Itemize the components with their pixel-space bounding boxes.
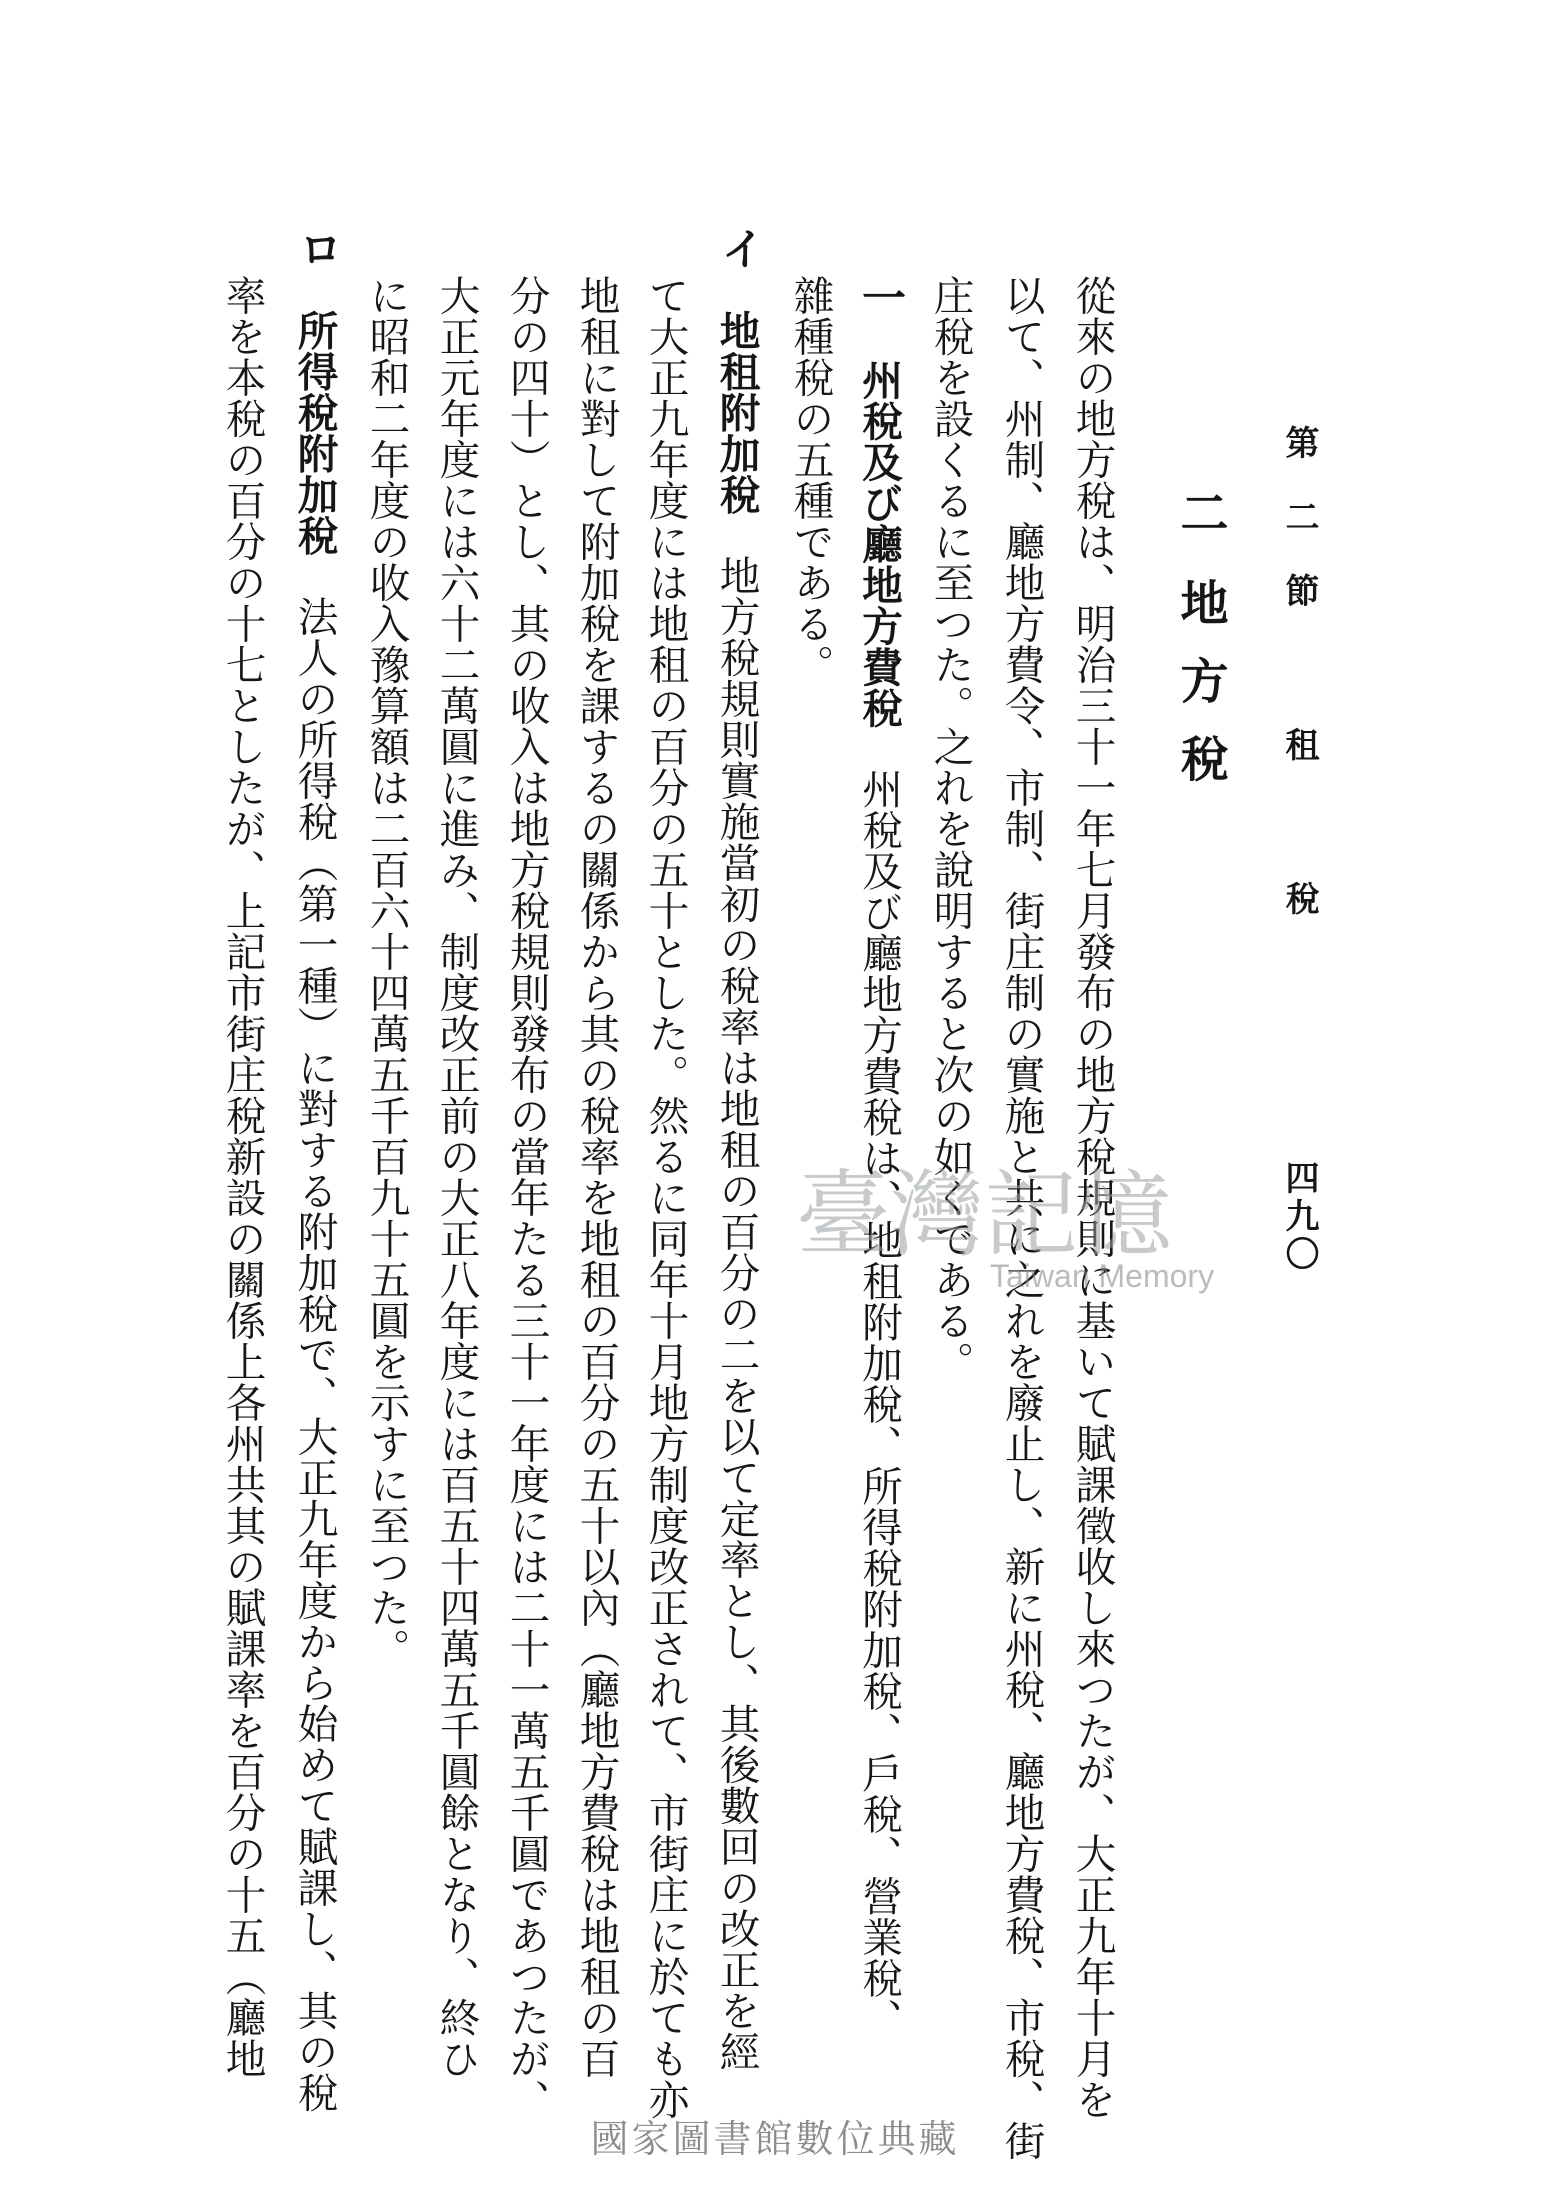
section-title-number: 二 bbox=[1172, 488, 1228, 536]
watermark-main-text: 臺灣記憶 bbox=[796, 1161, 1173, 1270]
section-one-marker: 一 bbox=[854, 275, 905, 320]
section-title bbox=[1172, 488, 1228, 812]
subsection-ro-heading: 所得稅附加稅 bbox=[290, 310, 339, 556]
intro-line-1: 從來の地方稅は、明治三十一年七月發布の地方稅規則に基いて賦課徵收し來つたが、大正九年十月を bbox=[1068, 275, 1117, 2120]
subsection-i-heading: 地租附加稅 bbox=[712, 310, 761, 515]
intro-line-2: 以て、州制、廳地方費令、市制、街庄制の實施と共に之れを廢止し、新に州稅、廳地方費稅、市稅、街 bbox=[997, 275, 1046, 2161]
subsection-i-line-3: 地租に對して附加稅を課するの關係から其の稅率を地租の百分の五十以內（廳地方費稅は地租の百 bbox=[572, 275, 621, 2079]
subsection-i-line-1 bbox=[712, 310, 761, 2072]
running-header-section: 第二節 租 稅 bbox=[1279, 425, 1319, 955]
section-title-text: 地方稅 bbox=[1172, 578, 1228, 812]
subsection-i-text: 地方稅規則實施當初の稅率は地租の百分の二を以て定率とし、其後數回の改正を經 bbox=[712, 554, 761, 2072]
subsection-i-line-6: に昭和二年度の收入豫算額は二百六十四萬五千百九十五圓を示すに至つた。 bbox=[362, 275, 411, 1669]
taiwan-memory-watermark bbox=[790, 1155, 1240, 1295]
watermark-sub-text: Taiwan Memory bbox=[990, 1258, 1215, 1294]
subsection-i-line-4: 分の四十）とし、其の收入は地方稅規則發布の當年たる三十一年度には二十一萬五千圓であつたが、 bbox=[502, 275, 551, 2120]
intro-line-3: 庄稅を設くるに至つた。之れを說明すると次の如くである。 bbox=[926, 275, 975, 1382]
section-one-heading: 州稅及び廳地方費稅 bbox=[855, 359, 903, 729]
section-one-line-2: 雜種稅の五種である。 bbox=[786, 275, 835, 685]
subsection-ro-text: 法人の所得稅（第一種）に對する附加稅で、大正九年度から始めて賦課し、其の稅 bbox=[290, 595, 339, 2113]
subsection-i-marker: イ bbox=[713, 226, 764, 270]
subsection-ro-line-2: 率を本稅の百分の十七としたが、上記市街庄稅新設の關係上各州共其の賦課率を百分の十五（廳地 bbox=[218, 275, 267, 2079]
library-footer: 國家圖書館數位典藏 bbox=[590, 2117, 960, 2161]
page-number: 四九〇 bbox=[1279, 1160, 1319, 1274]
section-one-text: 州稅及び廳地方費稅は、地租附加稅、所得稅附加稅、戶稅、營業稅、 bbox=[855, 768, 903, 2040]
subsection-i-line-2: て大正九年度には地租の百分の五十とした。然るに同年十月地方制度改正されて、市街庄に於ても亦 bbox=[641, 275, 690, 2120]
subsection-ro-line-1 bbox=[290, 310, 339, 2113]
subsection-ro-marker: ロ bbox=[291, 226, 342, 270]
subsection-i-line-5: 大正元年度には六十二萬圓に進み、制度改正前の大正八年度には百五十四萬五千圓餘となり、終ひ bbox=[432, 275, 481, 2079]
